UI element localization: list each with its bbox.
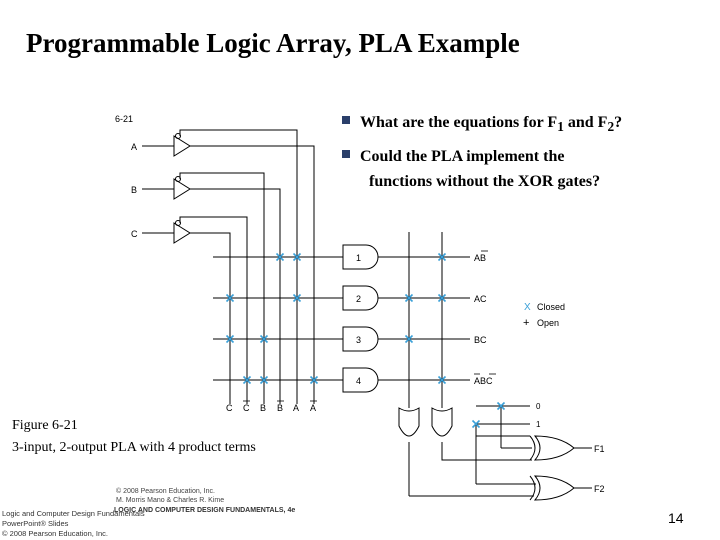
term-label-bc: BC bbox=[474, 335, 487, 345]
term-label-ab: AB bbox=[474, 253, 487, 263]
input-label-a: A bbox=[131, 142, 138, 152]
credit-line-3: LOGIC AND COMPUTER DESIGN FUNDAMENTALS, 4e bbox=[114, 507, 296, 514]
fixed-input-0: 0 bbox=[536, 402, 541, 411]
footer-credit-2: PowerPoint® Slides bbox=[2, 519, 69, 528]
slide-title: Programmable Logic Array, PLA Example bbox=[26, 28, 520, 58]
input-label-b: B bbox=[131, 185, 138, 195]
fixed-input-1: 1 bbox=[536, 420, 541, 429]
bullet-question-2-continued: functions without the XOR gates? bbox=[369, 173, 601, 190]
or-gate-2-icon bbox=[432, 408, 452, 436]
output-f1: F1 bbox=[594, 444, 605, 454]
legend-closed-label: Closed bbox=[537, 302, 566, 312]
buffer-a-icon bbox=[174, 136, 190, 156]
footer-credit-3: © 2008 Pearson Education, Inc. bbox=[2, 529, 109, 538]
legend-closed-symbol: X bbox=[524, 302, 531, 313]
product-term-2: 2 bbox=[356, 294, 362, 304]
product-term-3: 3 bbox=[356, 335, 362, 345]
credit-line-2: M. Morris Mano & Charles R. Kime bbox=[116, 497, 225, 504]
bullet-question-1: What are the equations for $F_1$ and $F_2$? bbox=[342, 114, 622, 135]
input-label-c: C bbox=[131, 229, 138, 239]
fuse-markers bbox=[227, 254, 505, 428]
legend-open-symbol: + bbox=[523, 317, 530, 329]
column-label-c: C bbox=[226, 403, 233, 413]
buffer-b-icon bbox=[174, 179, 190, 199]
legend-open-label: Open bbox=[537, 318, 560, 328]
or-gate-1-icon bbox=[399, 408, 419, 436]
footer-credit-1: Logic and Computer Design Fundamentals bbox=[2, 509, 145, 518]
output-f2: F2 bbox=[594, 484, 605, 494]
product-term-4: 4 bbox=[356, 376, 362, 386]
xor-gate-2-icon bbox=[535, 476, 574, 500]
bullet-question-2: Could the PLA implement the bbox=[342, 148, 564, 166]
column-label-b: B bbox=[260, 403, 267, 413]
figure-caption-description: 3-input, 2-output PLA with 4 product terms bbox=[12, 440, 256, 455]
column-label-a-bar: A bbox=[310, 403, 317, 413]
figure-caption-title: Figure 6-21 bbox=[12, 418, 78, 433]
slide-number: 14 bbox=[668, 510, 684, 526]
credit-line-1: © 2008 Pearson Education, Inc. bbox=[116, 488, 215, 495]
xor-gate-1-icon bbox=[535, 436, 574, 460]
figure-number: 6-21 bbox=[115, 114, 134, 124]
product-term-1: 1 bbox=[356, 253, 362, 263]
column-label-a: A bbox=[293, 403, 300, 413]
buffer-c-icon bbox=[174, 223, 190, 243]
term-label-abc: ABC bbox=[474, 376, 493, 386]
column-label-b-bar: B bbox=[277, 403, 284, 413]
term-label-ac: AC bbox=[474, 294, 487, 304]
column-label-c-bar: C bbox=[243, 403, 250, 413]
